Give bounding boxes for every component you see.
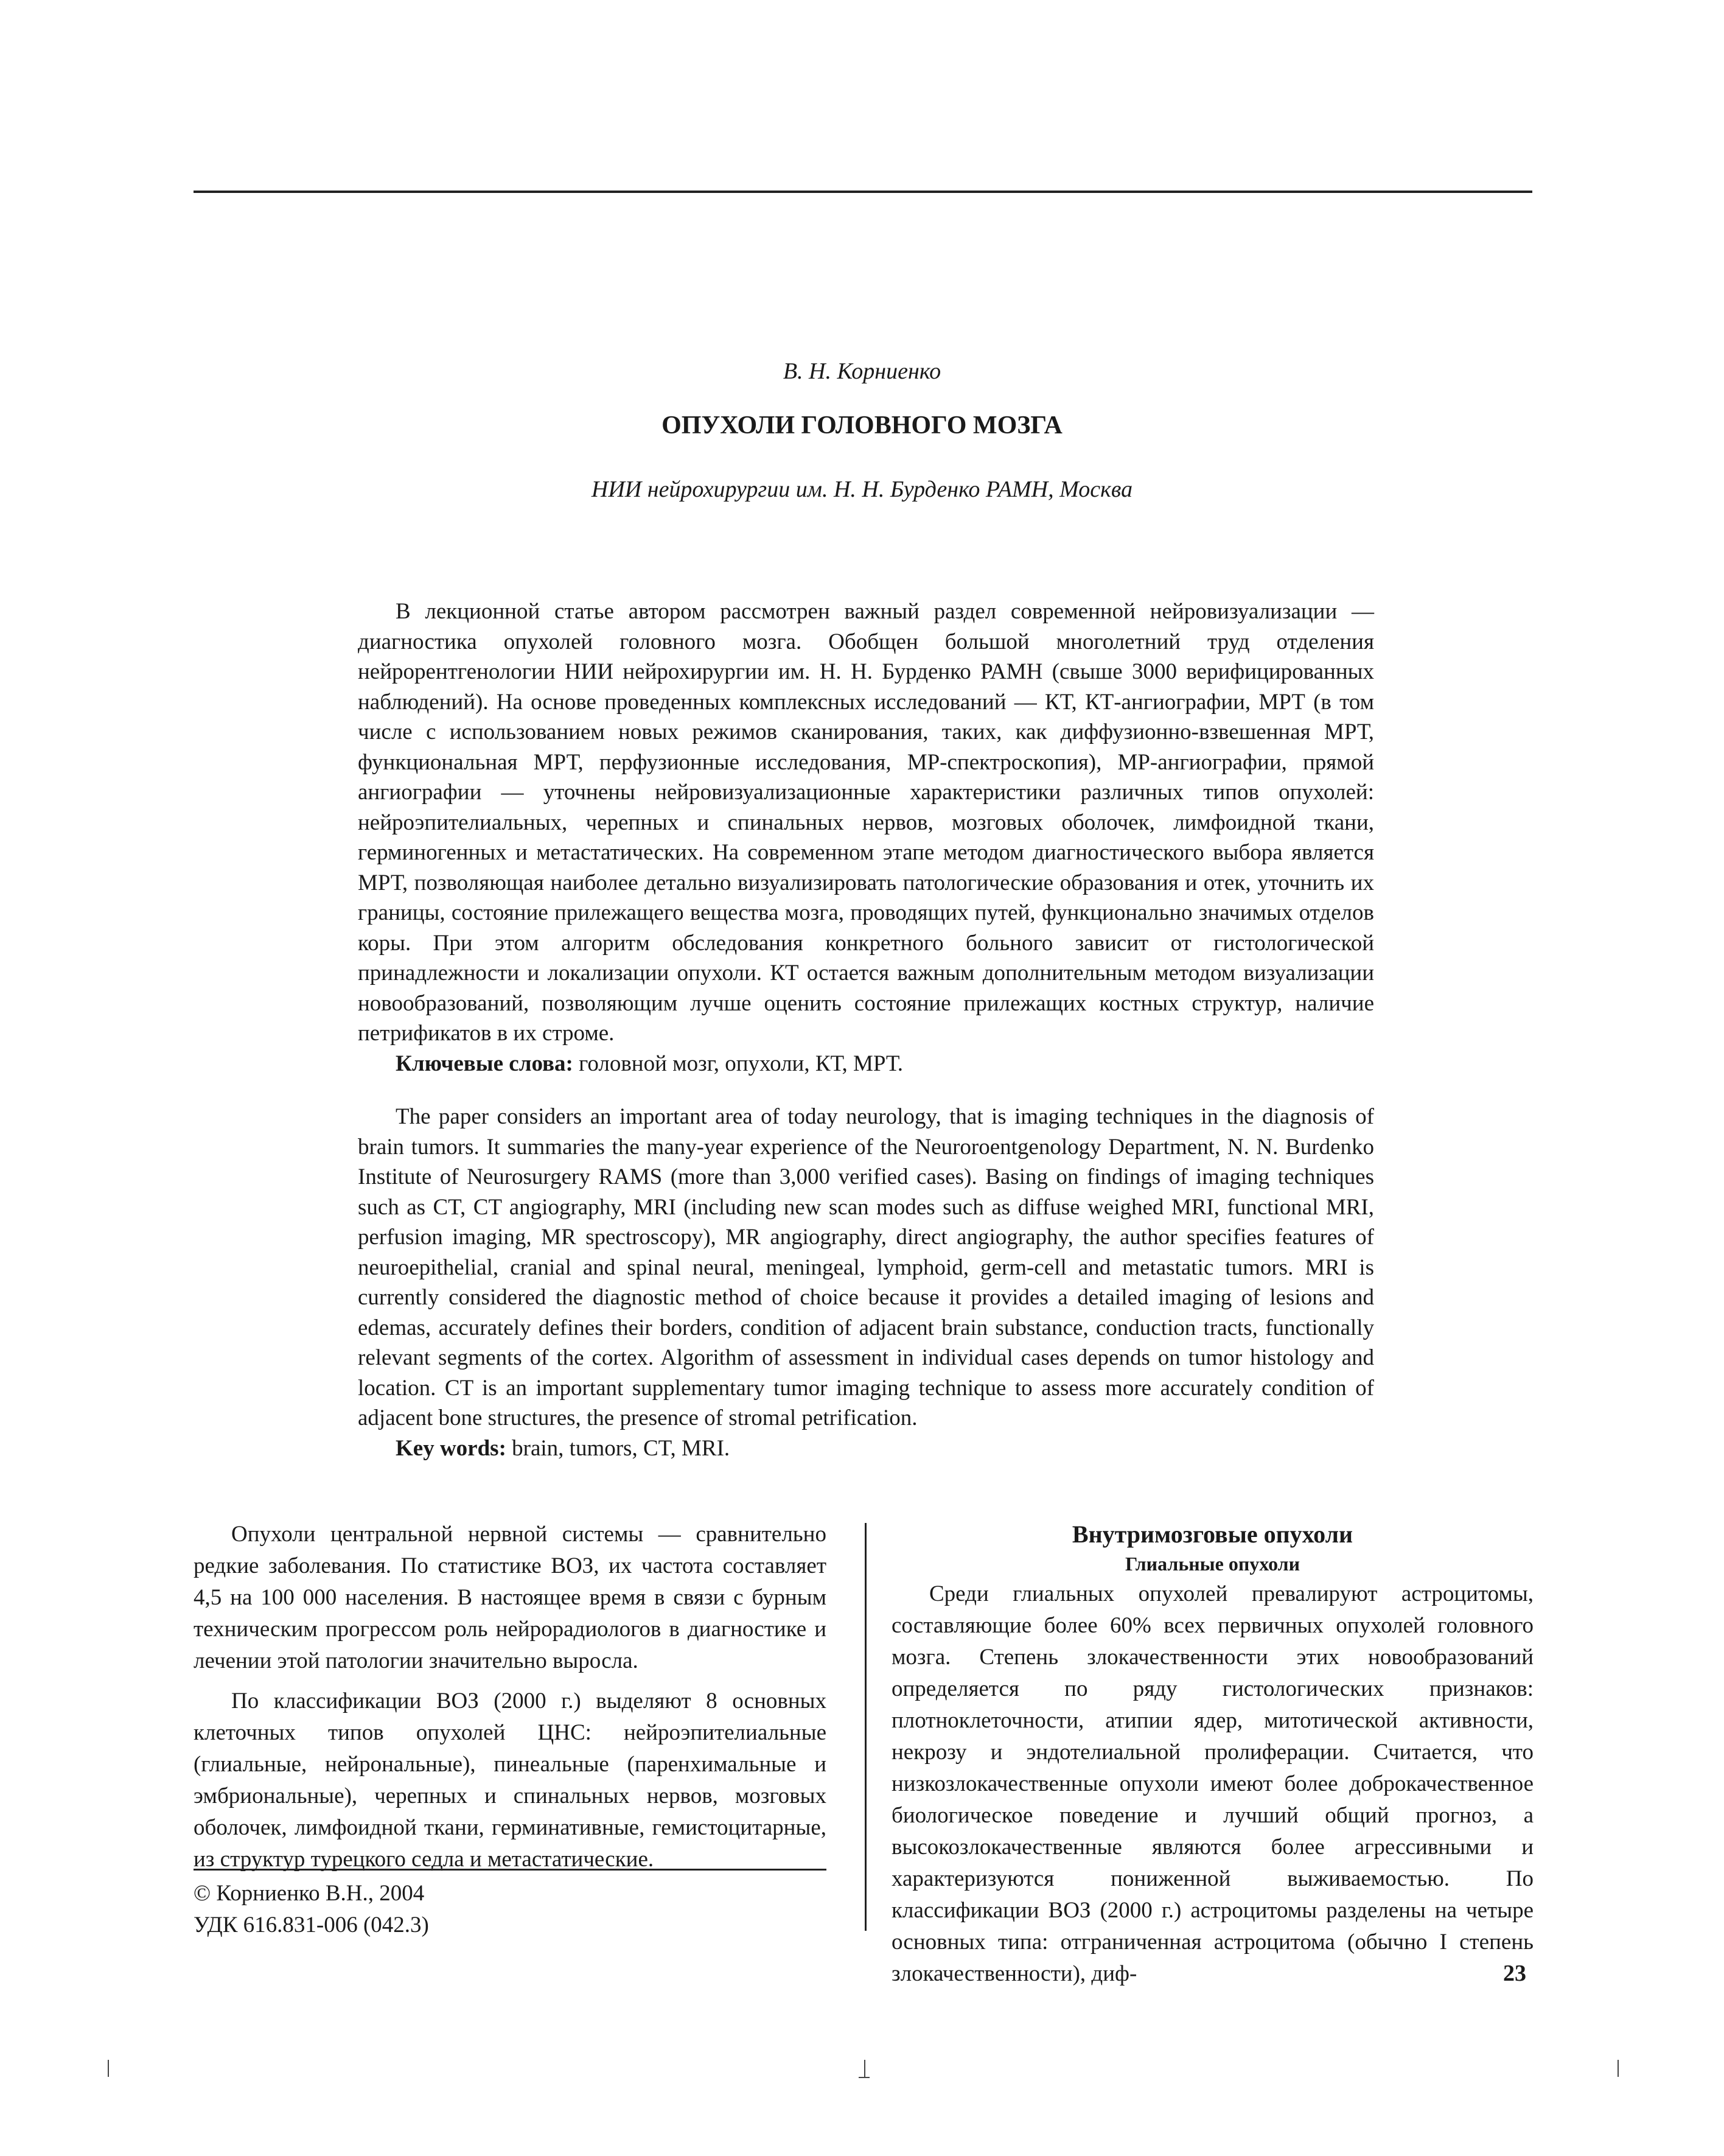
body-paragraph: Среди глиальных опухолей превалируют астроцитомы, составляющие более 60% всех первичных опухолей головного мозга. Степень злокачественности этих новообразований определяется по ряду гистологических признаков: плотноклеточности, атипии ядер, митотической активности, некрозу и эндотелиальной пролиферации. Считается, что низкозлокачественные опухоли имеют более доброкачественное биологическое поведение и лучший общий прогноз, а высокозлокачественные являются более агрессивными и характеризуются пониженной выживаемостью. По классификации ВОЗ (2000 г.) астроцитомы разделены на четыре основных типа: отграниченная астроцитома (обычно I степень злокачественности), диф- [892, 1581, 1534, 1986]
keywords-label: Ключевые слова: [396, 1051, 573, 1076]
crop-mark-right [1618, 2060, 1619, 2077]
subsection-heading: Глиальные опухоли [1125, 1553, 1300, 1575]
keywords-russian [358, 1049, 1374, 1079]
left-column [194, 1519, 826, 1884]
udc-line: УДК 616.831-006 (042.3) [194, 1913, 429, 1937]
crop-mark-left [108, 2060, 109, 2077]
copyright-line: © Корниенко В.Н., 2004 [194, 1881, 425, 1906]
keywords-values: головной мозг, опухоли, КТ, МРТ. [573, 1051, 904, 1076]
column-divider [865, 1523, 867, 1931]
abstract-english [358, 1102, 1374, 1463]
body-paragraph: Опухоли центральной нервной системы — сравнительно редкие заболевания. По статистике ВОЗ, их частота составляет 4,5 на 100 000 населения. В настоящее время в связи с бурным техническим прогрессом роль нейрорадиологов в диагностике и лечении этой патологии значительно выросла. [194, 1522, 826, 1673]
abstract-english-text: The paper considers an important area of today neurology, that is imaging techniques in the diagnosis of brain tumors. It summaries the many-year experience of the Neuroroentgenology Department, N. N. Burdenko Institute of Neurosurgery RAMS (more than 3,000 verified cases). Basing on findings of imaging techniques such as CT, CT angiography, MRI (including new scan modes such as diffuse weighed MRI, functional MRI, perfusion imaging, MR spectroscopy), MR angiography, direct angiography, the author specifies features of neuroepithelial, cranial and spinal neural, meningeal, lymphoid, germ-cell and metastatic tumors. MRI is currently considered the diagnostic method of choice because it provides a detailed imaging of lesions and edemas, accurately defines their borders, condition of adjacent brain substance, conduction tracts, functionally relevant segments of the cortex. Algorithm of assessment in individual cases depends on tumor histology and location. CT is an important supplementary tumor imaging technique to assess more accurately condition of adjacent bone structures, the presence of stromal petrification. [358, 1104, 1374, 1430]
affiliation: НИИ нейрохирургии им. Н. Н. Бурденко РАМН, Москва [591, 477, 1133, 502]
keywords-values: brain, tumors, CT, MRI. [506, 1435, 730, 1461]
page-number: 23 [1503, 1961, 1526, 1986]
footnote-rule [194, 1869, 826, 1871]
right-column [892, 1519, 1534, 1998]
keywords-label: Key words: [396, 1435, 506, 1461]
header-rule [194, 191, 1532, 193]
keywords-english [358, 1433, 1374, 1464]
section-heading: Внутримозговые опухоли [1072, 1521, 1353, 1548]
crop-mark-center-base [859, 2077, 870, 2078]
crop-mark-center [864, 2060, 865, 2077]
abstract-russian-text: В лекционной статье автором рассмотрен важный раздел современной нейровизуализации — диагностика опухолей головного мозга. Обобщен большой многолетний труд отделения нейрорентгенологии НИИ нейрохирургии им. Н. Н. Бурденко РАМН (свыше 3000 верифицированных наблюдений). На основе проведенных комплексных исследований — КТ, КТ-ангиографии, МРТ (в том числе с использованием новых режимов сканирования, таких, как диффузионно-взвешенная МРТ, функциональная МРТ, перфузионные исследования, МР-спектроскопия), МР-ангиографии, прямой ангиографии — уточнены нейровизуализационные характеристики различных типов опухолей: нейроэпителиальных, черепных и спинальных нервов, мозговых оболочек, лимфоидной ткани, герминогенных и метастатических. На современном этапе методом диагностического выбора является МРТ, позволяющая наиболее детально визуализировать патологические образования и отек, уточнить их границы, состояние прилежащего вещества мозга, проводящих путей, функционально значимых отделов коры. При этом алгоритм обследования конкретного больного зависит от гистологической принадлежности и локализации опухоли. КТ остается важным дополнительным методом визуализации новообразований, позволяющим лучше оценить состояние прилежащих костных структур, наличие петрификатов в их строме. [358, 599, 1374, 1046]
author-name: В. Н. Корниенко [783, 359, 941, 384]
abstract-russian [358, 597, 1374, 1079]
footnote [194, 1878, 429, 1941]
body-paragraph: По классификации ВОЗ (2000 г.) выделяют 8 основных клеточных типов опухолей ЦНС: нейроэпителиальные (глиальные, нейрональные), пинеальные (паренхимальные и эмбриональные), черепных и спинальных нервов, мозговых оболочек, лимфоидной ткани, герминативные, гемистоцитарные, из структур турецкого седла и метастатические. [194, 1689, 826, 1872]
article-title: ОПУХОЛИ ГОЛОВНОГО МОЗГА [661, 411, 1063, 439]
